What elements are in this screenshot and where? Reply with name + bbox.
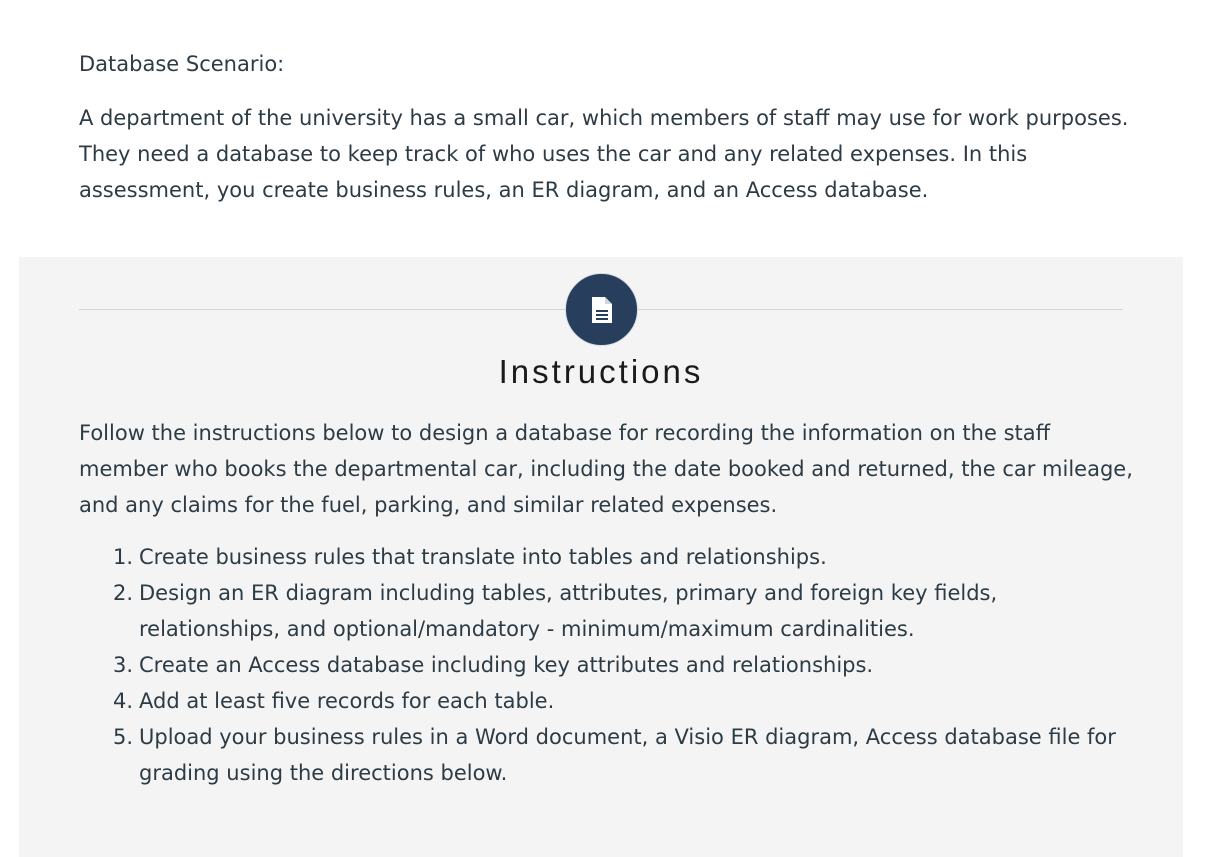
- step-text: Create an Access database including key attributes and relationships.: [139, 653, 874, 677]
- step-number: 3.: [113, 653, 134, 677]
- instructions-heading: Instructions: [498, 353, 704, 390]
- step-text: Upload your business rules in a Word document, a Visio ER diagram, Access database file for grading using the directions below.: [139, 725, 1116, 785]
- scenario-section: [79, 46, 1159, 208]
- list-item: [113, 539, 1133, 575]
- instruction-steps: [113, 539, 1133, 791]
- instructions-panel: [19, 257, 1183, 857]
- document-icon: [565, 273, 638, 346]
- step-number: 1.: [113, 545, 134, 569]
- list-item: [113, 719, 1133, 791]
- instructions-intro: Follow the instructions below to design a database for recording the information on the staff member who books the departmental car, including the date booked and returned, the car mileage, and any claims for the fuel, parking, and similar related expenses.: [79, 421, 1133, 517]
- list-item: [113, 575, 1133, 647]
- step-text: Design an ER diagram including tables, attributes, primary and foreign key fields, relationships, and optional/mandatory - minimum/maximum cardinalities.: [139, 581, 998, 641]
- list-item: [113, 647, 1133, 683]
- step-text: Add at least five records for each table.: [139, 689, 555, 713]
- step-text: Create business rules that translate into tables and relationships.: [139, 545, 827, 569]
- step-number: 4.: [113, 689, 134, 713]
- step-number: 5.: [113, 725, 134, 749]
- list-item: [113, 683, 1133, 719]
- scenario-body: A department of the university has a small car, which members of staff may use for work purposes. They need a database to keep track of who uses the car and any related expenses. In this assessment, you create business rules, an ER diagram, and an Access database.: [79, 106, 1129, 202]
- step-number: 2.: [113, 581, 134, 605]
- scenario-title: Database Scenario:: [79, 52, 285, 76]
